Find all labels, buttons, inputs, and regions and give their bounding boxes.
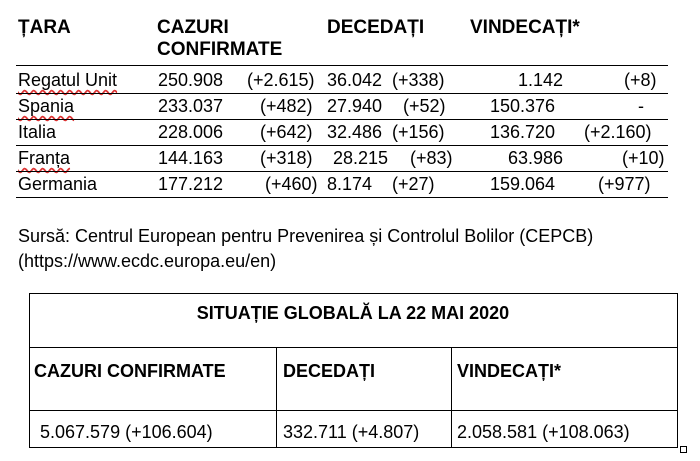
- country-cell: Spania: [18, 96, 75, 116]
- global-col-divider-1: [276, 347, 277, 447]
- row-divider: [16, 93, 668, 94]
- recovered-cell: 150.376: [490, 96, 556, 116]
- cases-cell: 233.037: [158, 96, 224, 116]
- global-value-deaths: 332.711 (+4.807): [283, 422, 420, 442]
- global-value-recovered: 2.058.581 (+108.063): [457, 422, 630, 442]
- recovered-cell: 159.064: [490, 174, 556, 194]
- cases-delta-cell: (+642): [260, 122, 313, 142]
- row-divider: [16, 119, 668, 120]
- recovered-cell: 136.720: [490, 122, 556, 142]
- country-cell: Germania: [18, 174, 98, 194]
- header-deaths: DECEDAȚI: [327, 17, 425, 38]
- country-cell: Regatul Unit: [18, 70, 118, 90]
- row-divider: [16, 171, 668, 172]
- deaths-delta-cell: (+52): [403, 96, 446, 116]
- deaths-delta-cell: (+156): [392, 122, 445, 142]
- cases-cell: 250.908: [158, 70, 224, 90]
- deaths-cell: 32.486: [327, 122, 383, 142]
- global-header-cases: CAZURI CONFIRMATE: [34, 361, 226, 381]
- resize-handle[interactable]: [680, 446, 687, 453]
- cases-cell: 228.006: [158, 122, 224, 142]
- row-divider: [16, 145, 668, 146]
- recovered-delta-cell: (+2.160): [584, 122, 652, 142]
- country-cell: Italia: [18, 122, 57, 142]
- cases-cell: 177.212: [158, 174, 224, 194]
- global-title-divider: [29, 347, 677, 348]
- cases-cell: 144.163: [158, 148, 224, 168]
- recovered-cell: 1.142: [518, 70, 564, 90]
- cases-delta-cell: (+318): [260, 148, 313, 168]
- cases-delta-cell: (+460): [265, 174, 318, 194]
- global-header-deaths: DECEDAȚI: [283, 361, 376, 381]
- country-cell: Franța: [18, 148, 71, 168]
- recovered-delta-cell: (+977): [598, 174, 651, 194]
- deaths-delta-cell: (+27): [392, 174, 435, 194]
- global-header-divider: [29, 410, 677, 411]
- header-cases: CAZURI: [157, 17, 229, 38]
- header-country: ȚARA: [18, 17, 71, 38]
- deaths-delta-cell: (+83): [410, 148, 453, 168]
- recovered-delta-cell: (+10): [622, 148, 665, 168]
- header-cases-line2: CONFIRMATE: [157, 39, 283, 60]
- cases-delta-cell: (+2.615): [247, 70, 315, 90]
- global-col-divider-2: [451, 347, 452, 447]
- source-link[interactable]: (https://www.ecdc.europa.eu/en): [18, 251, 277, 271]
- recovered-delta-cell: (+8): [624, 70, 657, 90]
- row-divider: [16, 197, 668, 198]
- deaths-cell: 28.215: [333, 148, 389, 168]
- deaths-cell: 8.174: [327, 174, 373, 194]
- source-line-1: Sursă: Centrul European pentru Prevenirea și Controlul Bolilor (CEPCB): [18, 226, 594, 246]
- deaths-delta-cell: (+338): [392, 70, 445, 90]
- table-divider: [16, 65, 668, 66]
- source-note: [18, 224, 593, 274]
- global-title: SITUAȚIE GLOBALĂ LA 22 MAI 2020: [196, 303, 510, 323]
- deaths-cell: 36.042: [327, 70, 383, 90]
- recovered-cell: 63.986: [508, 148, 564, 168]
- deaths-cell: 27.940: [327, 96, 383, 116]
- recovered-delta-cell: -: [638, 96, 644, 116]
- global-value-cases: 5.067.579 (+106.604): [40, 422, 213, 442]
- cases-delta-cell: (+482): [260, 96, 313, 116]
- header-recovered: VINDECAȚI*: [470, 17, 580, 38]
- global-header-recovered: VINDECAȚI*: [457, 361, 562, 381]
